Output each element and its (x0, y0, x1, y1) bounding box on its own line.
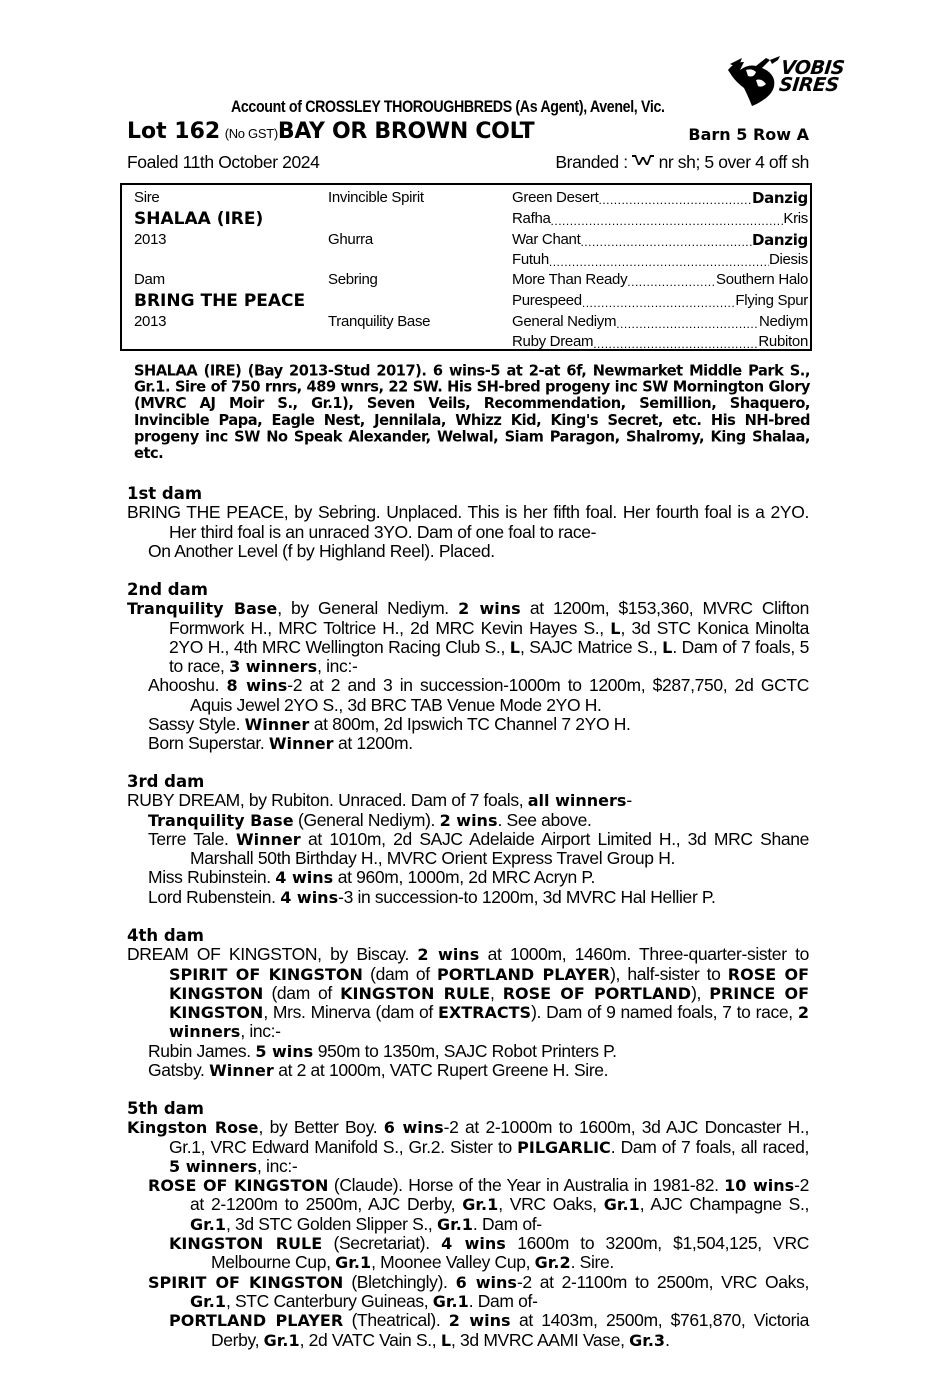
sire-summary: SHALAA (IRE) (Bay 2013-Stud 2017). 6 wins-5 at 2-at 6f, Newmarket Middle Park S., Gr.1. Sire of 750 rnrs, 489 wnrs, 22 SW. His SH-bred progeny inc SW Mornington Glory (MVRC AJ Moir S., Gr.1), Seven Veils, Recommendation, Semillion, Shaquero, Invincible Papa, Eagle Nest, Jennilala, Whizz Kid, King's Secret, etc. His NH-bred progeny inc SW No Speak Alexander, Welwal, Siam Paragon, Shalromy, King Shalaa, etc. (134, 362, 810, 462)
leader-dots (593, 333, 758, 353)
leader-dots (580, 231, 752, 251)
leader-dots (598, 189, 752, 209)
ancestor-sire: Southern Halo (716, 271, 808, 288)
progeny-entry: SPIRIT OF KINGSTON (Bletchingly). 6 wins-2 at 2-1100m to 2500m, VRC Oaks, Gr.1, STC Canterbury Guineas, Gr.1. Dam of- (148, 1271, 809, 1311)
pedigree-gen3-row (512, 189, 808, 209)
ancestor-name: General Nediym (512, 313, 617, 330)
section-heading: 1st dam (127, 484, 203, 503)
dam-description: Tranquility Base, by General Nediym. 2 wins at 1200m, $153,360, MVRC Clifton Formwork H., MRC Toltrice H., 2d MRC Kevin Hayes S., L, 3d STC Konica Minolta 2YO H., 4th MRC Wellington Racing Club S., L, SAJC Matrice S., L. Dam of 7 foals, 5 to race, 3 winners, inc:- (127, 598, 809, 677)
section-heading: 5th dam (127, 1099, 204, 1118)
progeny-entry: Lord Rubenstein. 4 wins-3 in succession-to 1200m, 3d MVRC Hal Hellier P. (148, 886, 716, 907)
ancestor-sire: Flying Spur (735, 292, 808, 309)
progeny-entry: Gatsby. Winner at 2 at 1000m, VATC Rupert Greene H. Sire. (148, 1060, 609, 1081)
logo-text (778, 57, 846, 96)
brand-info (555, 152, 809, 173)
sire-sire: Invincible Spirit (328, 189, 424, 206)
pedigree-gen3-row (512, 251, 808, 271)
pedigree-table (120, 183, 812, 351)
first-dam-section (127, 484, 809, 561)
progeny-entry: Ahooshu. 8 wins-2 at 2 and 3 in succession-1000m to 1200m, $287,750, 2d GCTC Aquis Jewel 2YO S., 3d BRC TAB Venue Mode 2YO H. (148, 675, 809, 715)
dam-sire: Sebring (328, 271, 378, 288)
foaling-info (127, 152, 809, 173)
sire-label: Sire (134, 189, 160, 206)
dam-year: 2013 (134, 313, 167, 330)
sire-name: SHALAA (IRE) (134, 209, 264, 229)
ancestor-name: Purespeed (512, 292, 582, 309)
jockey-horse-icon (726, 54, 782, 106)
fourth-dam-section (127, 926, 809, 1080)
pedigree-gen3-row (512, 231, 808, 251)
dam-description: Kingston Rose, by Better Boy. 6 wins-2 at 2-1000m to 1600m, 3d AJC Doncaster H., Gr.1, VRC Edward Manifold S., Gr.2. Sister to PILGARLIC. Dam of 7 foals, all raced, 5 winners, inc:- (127, 1117, 809, 1176)
ancestor-name: Rafha (512, 210, 551, 227)
second-dam-section (127, 580, 809, 754)
progeny-entry: Terre Tale. Winner at 1010m, 2d SAJC Adelaide Airport Limited H., 3d MRC Shane Marshall 50th Birthday H., MVRC Orient Express Travel Group H. (148, 828, 809, 869)
dam-name: Kingston Rose (127, 1118, 259, 1138)
gst-note: (No GST) (224, 126, 278, 141)
pedigree-gen3-row (512, 313, 808, 333)
sire-year: 2013 (134, 231, 167, 248)
dam-description: BRING THE PEACE, by Sebring. Unplaced. This is her fifth foal. Her fourth foal is a 2YO. Her third foal is an unraced 3YO. Dam of one foal to race- (127, 502, 809, 542)
ancestor-sire: Diesis (768, 251, 808, 268)
ancestor-sire: Rubiton (758, 333, 808, 350)
section-heading: 4th dam (127, 926, 204, 945)
logo-line-vobis: VOBIS (779, 57, 846, 79)
brand-description: nr sh; 5 over 4 off sh (654, 152, 809, 172)
vobis-sires-logo (726, 54, 866, 106)
lot-header (127, 119, 809, 151)
ancestor-name: War Chant (512, 231, 581, 248)
sire-dam: Ghurra (328, 231, 373, 248)
leader-dots (551, 210, 784, 230)
dam-name: BRING THE PEACE (134, 291, 306, 311)
leader-dots (582, 292, 736, 312)
pedigree-gen3-row (512, 210, 808, 230)
progeny-entry: Born Superstar. Winner at 1200m. (148, 733, 413, 754)
ancestor-name: More Than Ready (512, 271, 628, 288)
leader-dots (616, 313, 759, 333)
dam-label: Dam (134, 271, 165, 288)
horse-description: BAY OR BROWN COLT (277, 119, 535, 144)
pedigree-gen3-row (512, 271, 808, 291)
section-heading: 2nd dam (127, 580, 208, 599)
branded-label: Branded : (555, 152, 633, 172)
dam-name: Tranquility Base (127, 599, 278, 619)
ancestor-sire: Kris (783, 210, 808, 227)
progeny-entry: ROSE OF KINGSTON (Claude). Horse of the Year in Australia in 1981-82. 10 wins-2 at 2-1200m to 2500m, AJC Derby, Gr.1, VRC Oaks, Gr.1, AJC Champagne S., Gr.1, 3d STC Golden Slipper S., Gr.1. Dam of- (148, 1175, 810, 1234)
progeny-entry: KINGSTON RULE (Secretariat). 4 wins 1600m to 3200m, $1,504,125, VRC Melbourne Cup, Gr.1, Moonee Valley Cup, Gr.2. Sire. (169, 1233, 810, 1273)
section-heading: 3rd dam (127, 772, 205, 791)
progeny-entry: Miss Rubinstein. 4 wins at 960m, 1000m, 2d MRC Acryn P. (148, 867, 595, 888)
leader-dots (549, 251, 769, 271)
ancestor-name: Ruby Dream (512, 333, 594, 350)
third-dam-section (127, 772, 809, 907)
ancestor-sire: Danzig (751, 231, 808, 249)
dam-description: RUBY DREAM, by Rubiton. Unraced. Dam of 7 foals, all winners- (127, 790, 632, 811)
progeny-entry: PORTLAND PLAYER (Theatrical). 2 wins at 1403m, 2500m, $761,870, Victoria Derby, Gr.1, 2d VATC Vain S., L, 3d MVRC AAMI Vase, Gr.3. (169, 1310, 809, 1350)
progeny-entry: On Another Level (f by Highland Reel). Placed. (148, 540, 495, 561)
dam-dam: Tranquility Base (328, 313, 431, 330)
lot-number: Lot 162 (127, 119, 221, 144)
progeny-entry: Sassy Style. Winner at 800m, 2d Ipswich TC Channel 7 2YO H. (148, 714, 631, 735)
fifth-dam-section (127, 1099, 809, 1350)
barn-location: Barn 5 Row A (688, 125, 809, 144)
ancestor-sire: Nediym (758, 313, 808, 330)
foaled-date: Foaled 11th October 2024 (127, 152, 320, 172)
brand-mark-icon (632, 154, 654, 166)
leader-dots (627, 271, 716, 291)
pedigree-gen3-row (512, 333, 808, 353)
logo-line-sires: SIRES (778, 74, 840, 96)
progeny-entry: Rubin James. 5 wins 950m to 1350m, SAJC Robot Printers P. (148, 1040, 617, 1061)
pedigree-gen3-row (512, 292, 808, 312)
ancestor-sire: Danzig (751, 189, 808, 207)
dam-description: DREAM OF KINGSTON, by Biscay. 2 wins at 1000m, 1460m. Three-quarter-sister to SPIRIT OF KINGSTON (dam of PORTLAND PLAYER), half-sister to ROSE OF KINGSTON (dam of KINGSTON RULE, ROSE OF PORTLAND), PRINCE OF KINGSTON, Mrs. Minerva (dam of EXTRACTS). Dam of 9 named foals, 7 to race, 2 winners, inc:- (127, 944, 810, 1042)
vendor-account: Account of CROSSLEY THOROUGHBREDS (As Agent), Avenel, Vic. (230, 98, 665, 116)
ancestor-name: Futuh (512, 251, 549, 268)
progeny-entry: Tranquility Base (General Nediym). 2 wins. See above. (148, 809, 592, 830)
ancestor-name: Green Desert (512, 189, 599, 206)
